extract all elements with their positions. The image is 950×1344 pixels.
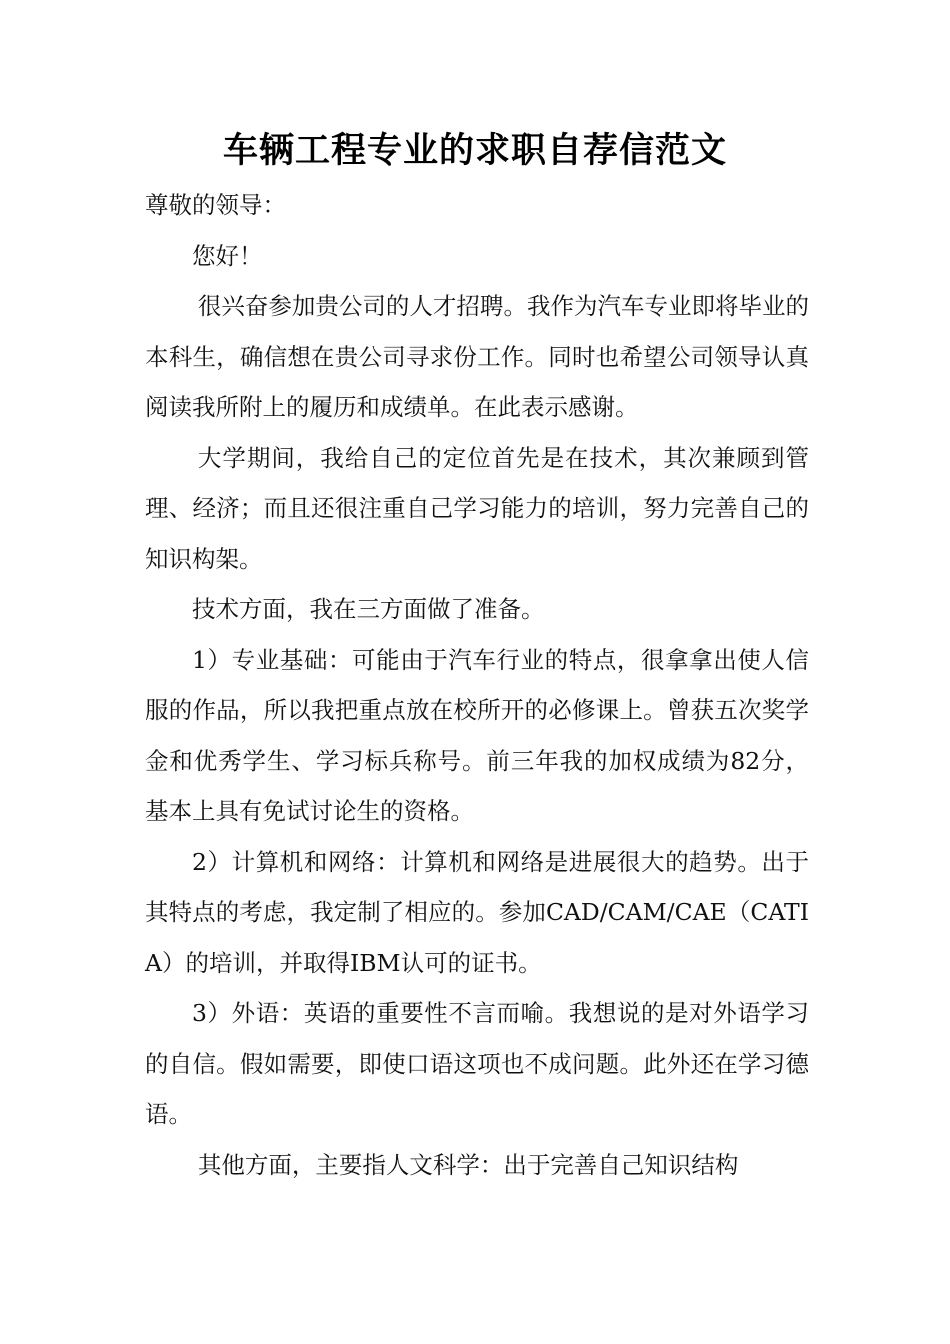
- greeting: 您好！: [192, 241, 263, 270]
- paragraph-self-positioning: 大学期间，我给自己的定位首先是在技术，其次兼顾到管理、经济；而且还很注重自己学习能力的培训，努力完善自己的知识构架。: [145, 443, 809, 573]
- document-title: 车辆工程专业的求职自荐信范文: [222, 131, 727, 171]
- salutation: 尊敬的领导：: [145, 191, 286, 219]
- paragraph-other-aspects: 其他方面，主要指人文科学：出于完善自己知识结构: [197, 1150, 739, 1179]
- letter-body: [145, 180, 809, 1190]
- paragraph-item-foreign-language: 3）外语：英语的重要性不言而喻。我想说的是对外语学习的自信。假如需要，即使口语这项也不成问题。此外还在学习德语。: [145, 999, 809, 1128]
- paragraph-item-computer-network: 2）计算机和网络：计算机和网络是进展很大的趋势。出于其特点的考虑，我定制了相应的。参加CAD/CAM/CAE（CATIA）的培训，并取得IBM认可的证书。: [145, 847, 809, 977]
- paragraph-intro: 很兴奋参加贵公司的人才招聘。我作为汽车专业即将毕业的本科生，确信想在贵公司寻求份工作。同时也希望公司领导认真阅读我所附上的履历和成绩单。在此表示感谢。: [145, 292, 809, 421]
- paragraph-technical-overview: 技术方面，我在三方面做了准备。: [192, 595, 545, 623]
- paragraph-item-professional-foundation: 1）专业基础：可能由于汽车行业的特点，很拿拿出使人信服的作品，所以我把重点放在校所开的必修课上。曾获五次奖学金和优秀学生、学习标兵称号。前三年我的加权成绩为82分，基本上具有免试讨论生的资格。: [145, 645, 809, 825]
